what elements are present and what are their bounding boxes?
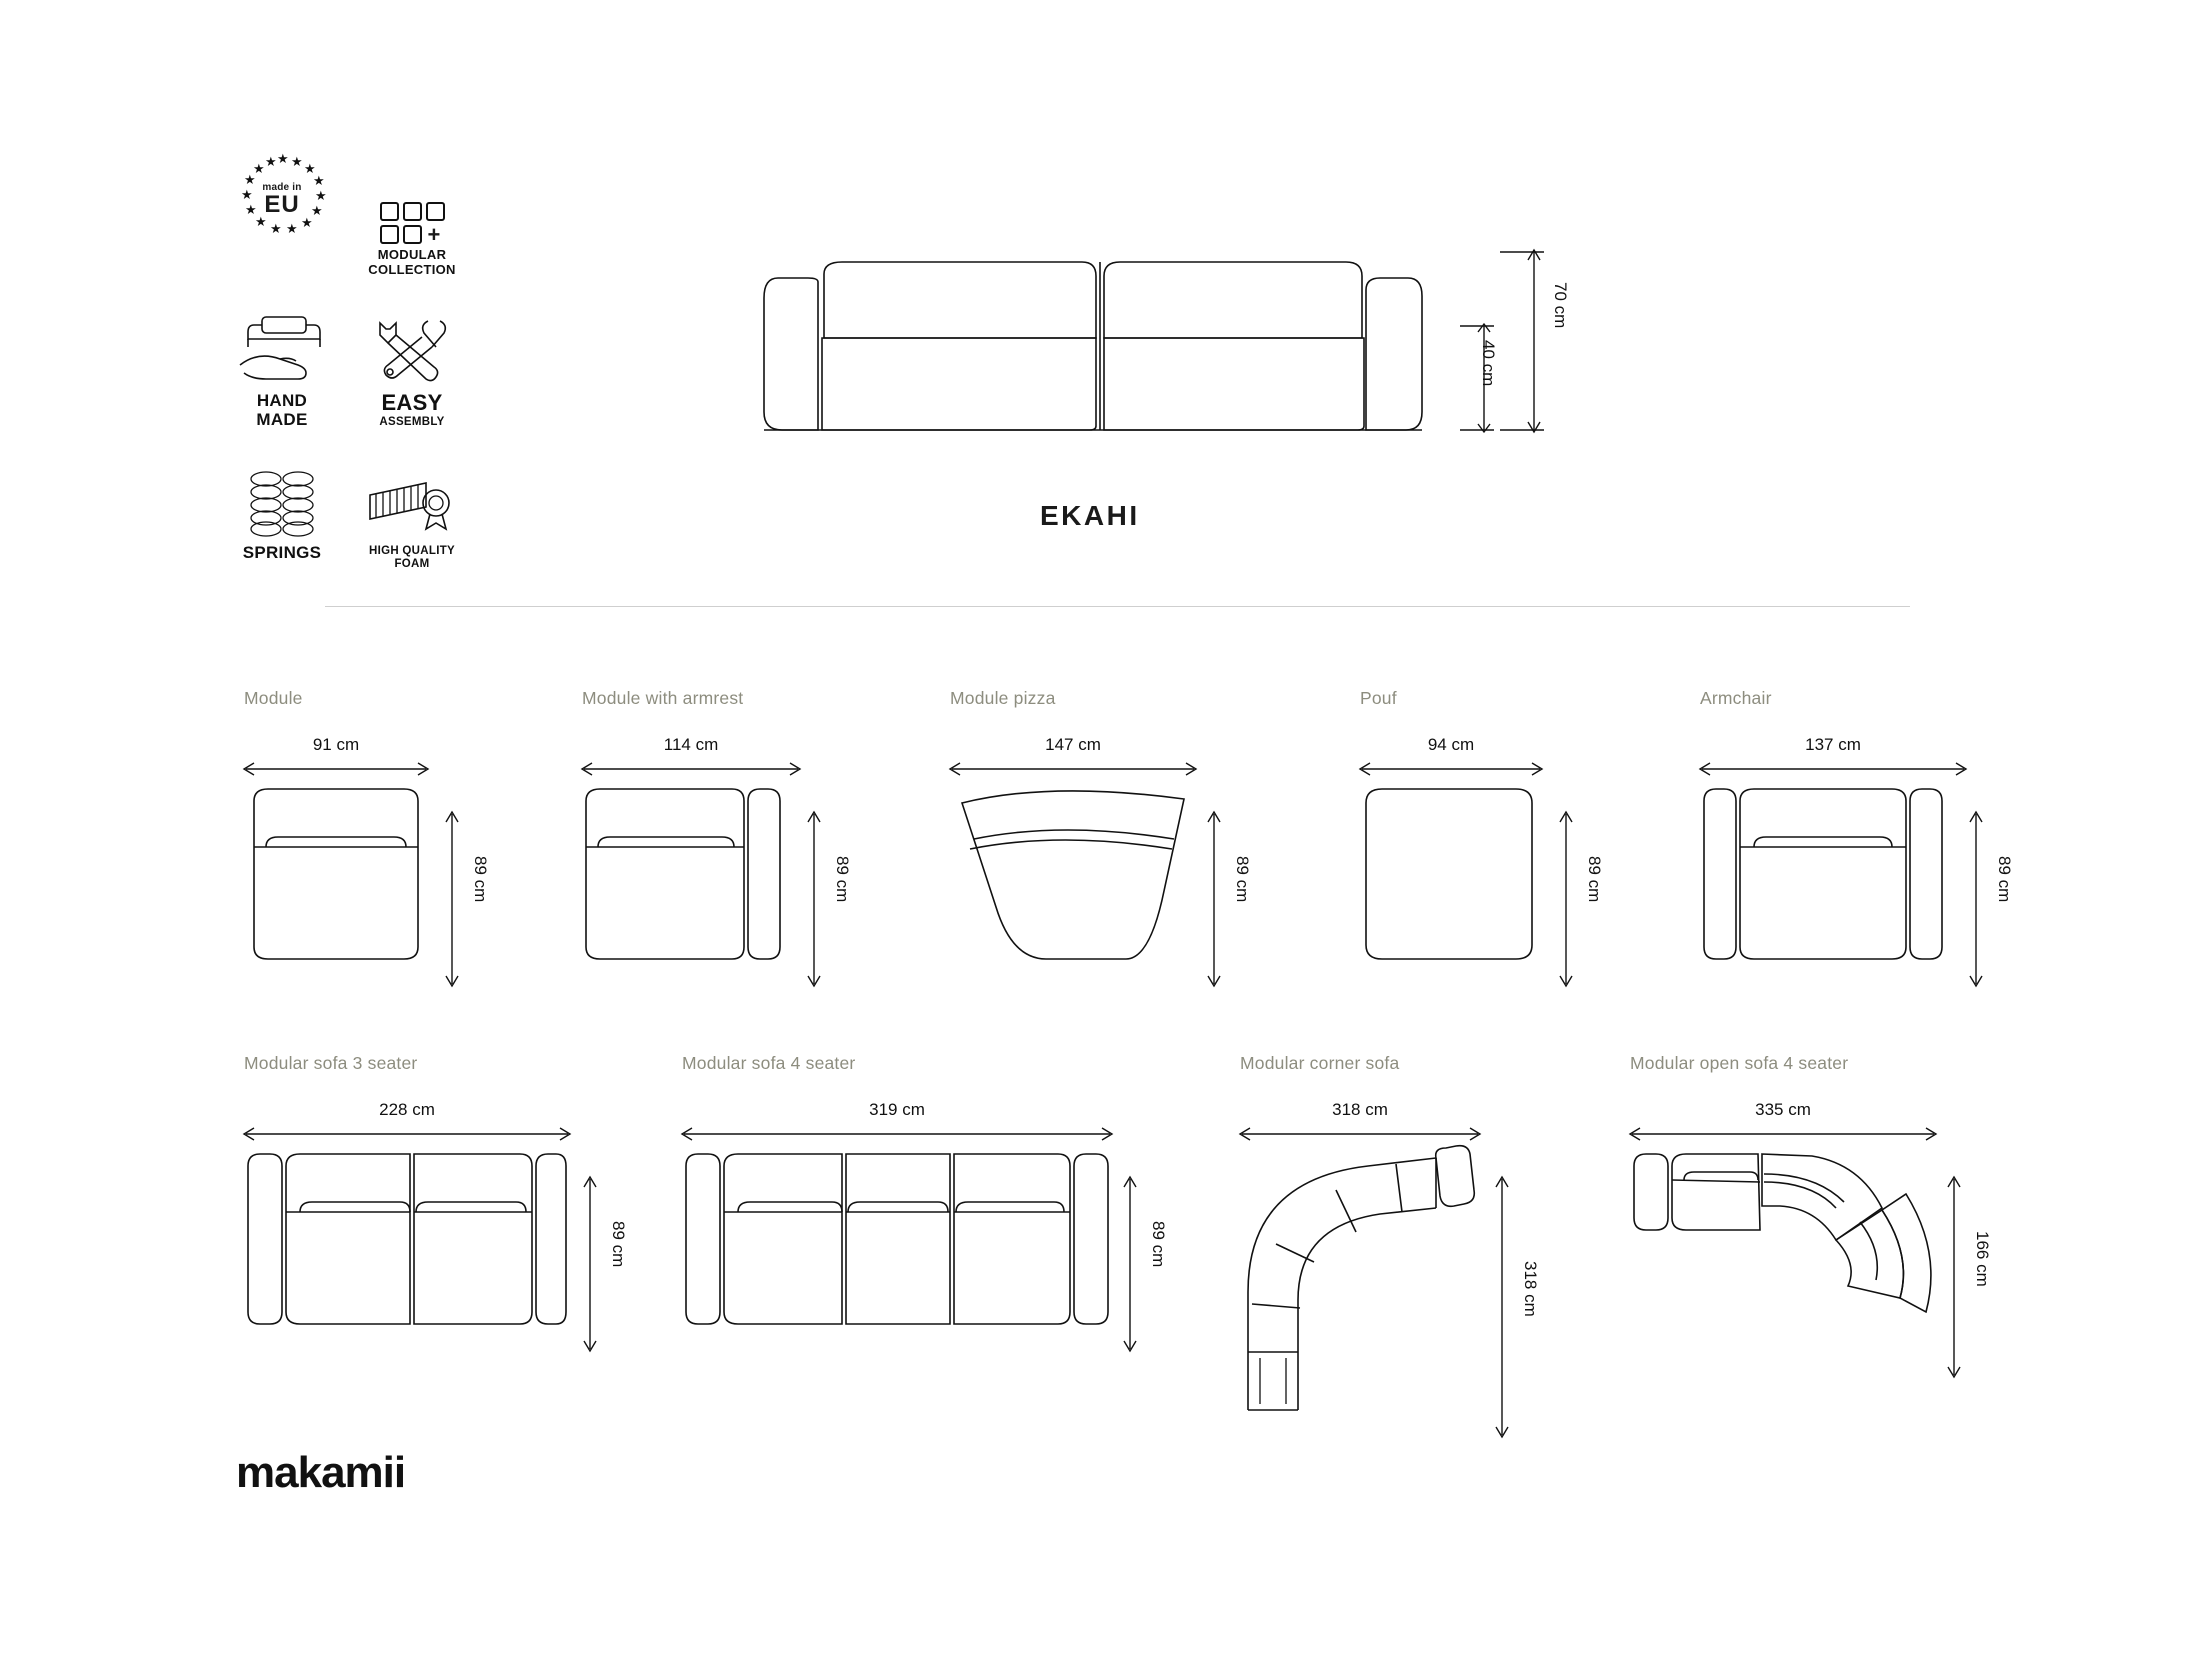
item-module-pizza-title: Module pizza	[950, 688, 1056, 708]
tools-icon	[370, 311, 454, 387]
modular-collection-label-2: COLLECTION	[368, 261, 456, 277]
item-module-armrest-depth: 89 cm	[833, 856, 852, 903]
item-armchair-title: Armchair	[1700, 688, 1772, 708]
item-pouf-depth: 89 cm	[1585, 856, 1604, 903]
item-sofa-3-seater-depth: 89 cm	[609, 1221, 628, 1268]
item-module-armrest	[582, 688, 852, 961]
springs-icon	[242, 463, 322, 539]
foam-icon	[364, 463, 460, 539]
badge-row-2	[232, 311, 482, 429]
badge-easy-assembly	[362, 311, 462, 429]
item-pouf-title: Pouf	[1360, 688, 1397, 708]
badge-row-1	[232, 151, 482, 277]
easy-assembly-label-1: EASY	[381, 390, 443, 416]
item-sofa-3-seater-width: 228 cm	[379, 1100, 435, 1119]
item-sofa-4-seater	[682, 1053, 1168, 1326]
brand-logo	[236, 1448, 405, 1498]
badge-made-in-eu	[232, 151, 332, 277]
item-open-sofa-4-seater	[1630, 1053, 1992, 1352]
item-module	[244, 688, 490, 961]
hero-sofa-drawing	[760, 230, 1550, 460]
item-corner-sofa	[1240, 1053, 1540, 1412]
item-module-pizza-width: 147 cm	[1045, 735, 1101, 754]
springs-label: SPRINGS	[242, 543, 322, 563]
badge-hand-made	[232, 311, 332, 429]
item-armchair-width: 137 cm	[1805, 735, 1861, 754]
badge-springs	[232, 463, 332, 571]
item-pouf	[1360, 688, 1604, 961]
item-open-sofa-4-seater-title: Modular open sofa 4 seater	[1630, 1053, 1849, 1073]
item-module-armrest-title: Module with armrest	[582, 688, 744, 708]
feature-badges	[232, 151, 482, 599]
item-module-armrest-width: 114 cm	[663, 735, 719, 754]
badge-row-3	[232, 463, 482, 571]
foam-label-1: HIGH QUALITY	[368, 545, 455, 558]
item-sofa-3-seater	[244, 1053, 628, 1326]
hand-made-label-2: MADE	[256, 410, 308, 430]
item-module-title: Module	[244, 688, 303, 708]
section-divider	[325, 606, 1910, 607]
badge-modular-collection	[362, 168, 462, 277]
item-corner-sofa-depth: 318 cm	[1521, 1261, 1540, 1317]
item-module-width: 91 cm	[312, 735, 360, 754]
made-in-eu-label-top: made in	[262, 182, 302, 193]
item-corner-sofa-width: 318 cm	[1332, 1100, 1388, 1119]
item-module-depth: 89 cm	[471, 856, 490, 903]
item-module-pizza-depth: 89 cm	[1233, 856, 1252, 903]
modular-squares-icon: +	[380, 168, 445, 244]
item-sofa-4-seater-width: 319 cm	[869, 1100, 925, 1119]
hero-seat-height-label: 40 cm	[1479, 340, 1498, 387]
foam-label-2: FOAM	[394, 558, 430, 571]
brand-logo-text: makamii	[236, 1448, 406, 1497]
product-title: EKAHI	[1040, 500, 1140, 531]
modular-collection-label-1: MODULAR	[377, 247, 447, 262]
badge-high-quality-foam	[362, 463, 462, 571]
item-open-sofa-4-seater-width: 335 cm	[1755, 1100, 1811, 1119]
item-armchair-depth: 89 cm	[1995, 856, 2014, 903]
easy-assembly-label-2: ASSEMBLY	[379, 415, 445, 428]
item-open-sofa-4-seater-depth: 166 cm	[1973, 1231, 1992, 1287]
item-armchair	[1700, 688, 2014, 961]
hero-height-label: 70 cm	[1551, 282, 1570, 329]
made-in-eu-icon: ★ ★ ★ ★ ★ ★ ★ ★ ★ ★ ★ ★ ★ ★ ★ made in EU	[236, 168, 328, 244]
item-corner-sofa-title: Modular corner sofa	[1240, 1053, 1400, 1073]
made-in-eu-label-main: EU	[264, 191, 300, 218]
item-sofa-3-seater-title: Modular sofa 3 seater	[244, 1053, 418, 1073]
item-sofa-4-seater-title: Modular sofa 4 seater	[682, 1053, 856, 1073]
hand-made-icon	[236, 311, 328, 387]
item-pouf-width: 94 cm	[1427, 735, 1475, 754]
hand-made-label-1: HAND	[256, 391, 308, 411]
item-sofa-4-seater-depth: 89 cm	[1149, 1221, 1168, 1268]
item-module-pizza	[950, 688, 1252, 963]
